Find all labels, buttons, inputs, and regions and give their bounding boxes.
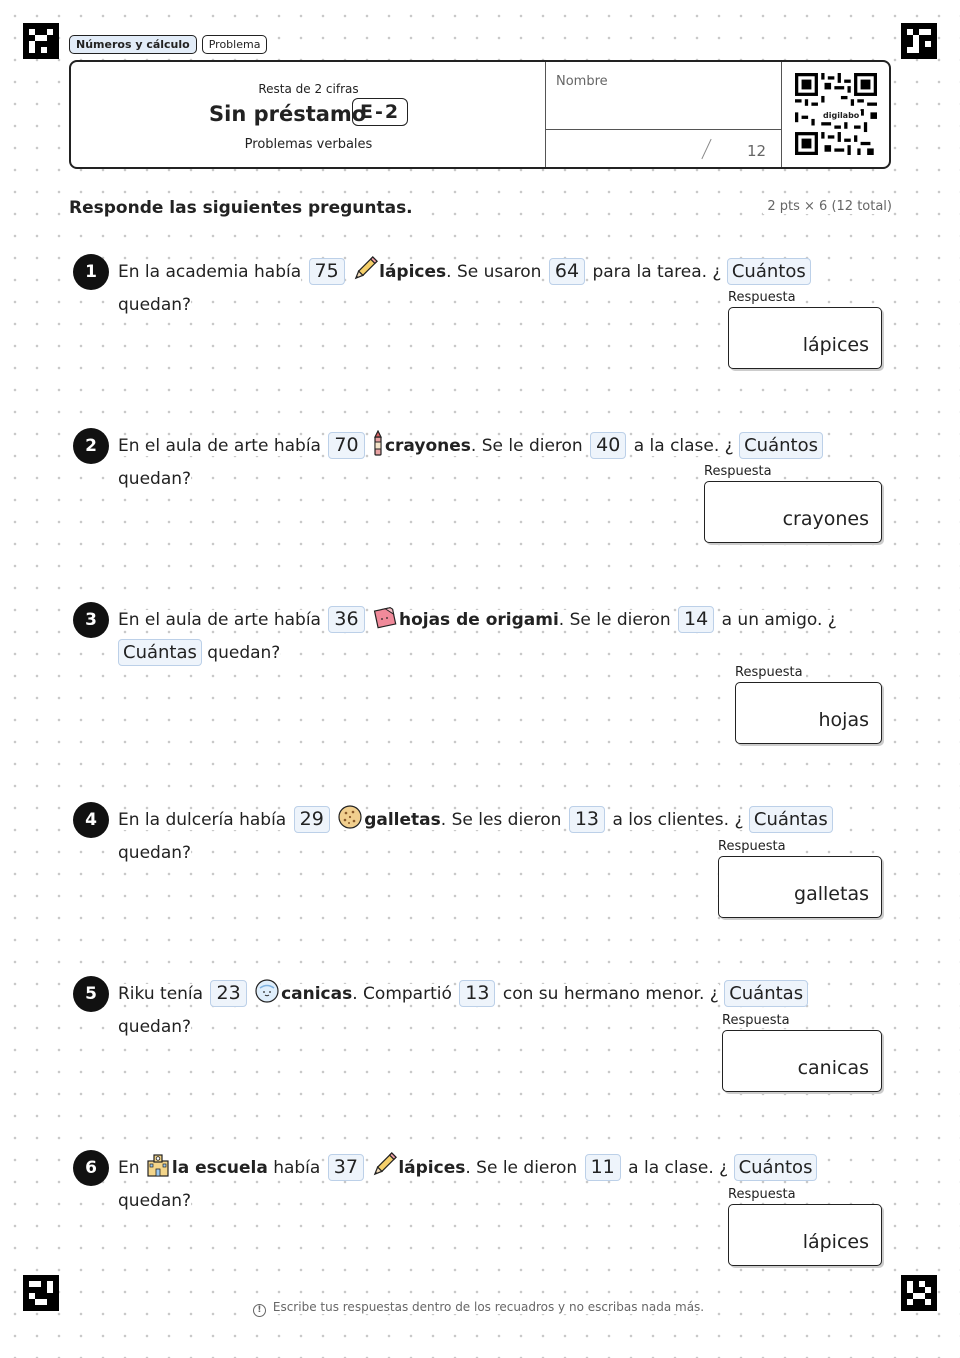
quantity-given: 40 <box>590 432 626 459</box>
answer-label: Respuesta <box>728 1187 799 1202</box>
answer-label: Respuesta <box>735 665 806 680</box>
qr-code-panel <box>782 62 889 167</box>
name-divider <box>546 129 782 130</box>
marble-icon <box>254 978 280 1004</box>
corner-marker-top-right <box>901 23 937 59</box>
quantity-given: 14 <box>678 606 714 633</box>
worksheet-code: E-2 <box>352 98 408 126</box>
answer-label: Respuesta <box>718 839 789 854</box>
problem-text: En el aula de arte había 36 hojas de origami. Se le dieron 14 a un amigo. ¿ Cuántas quedan? <box>118 604 848 670</box>
problem-number: 1 <box>73 254 109 290</box>
quantity-used: 64 <box>549 258 585 285</box>
worksheet-subtitle: Resta de 2 cifras <box>258 82 359 96</box>
answer-unit: lápices <box>802 1231 869 1253</box>
quantity-initial: 70 <box>328 432 364 459</box>
problem-text: En la dulcería había 29 galletas. Se les dieron 13 a los clientes. ¿ Cuántas quedan? <box>118 804 858 870</box>
problem-text: Riku tenía 23 canicas. Compartió 13 con su hermano menor. ¿ Cuántas quedan? <box>118 978 858 1044</box>
problem-number: 5 <box>73 976 109 1012</box>
item-name: lápices <box>398 1158 466 1178</box>
answer-unit: hojas <box>818 709 869 731</box>
qr-brand: digilabo <box>823 111 860 120</box>
corner-marker-top-left <box>23 23 59 59</box>
quantity-initial: 37 <box>328 1154 364 1181</box>
worksheet-header <box>69 60 891 169</box>
info-icon: ! <box>253 1304 266 1317</box>
answer-unit: lápices <box>802 334 869 356</box>
footer-note <box>0 1300 960 1317</box>
type-tag: Problema <box>202 35 268 54</box>
topic-tag: Números y cálculo <box>69 35 197 54</box>
quantity-initial: 36 <box>328 606 364 633</box>
answer-unit: crayones <box>782 508 869 530</box>
question-word: Cuántas <box>724 980 808 1007</box>
problem-text: En el aula de arte había 70 crayones. Se le dieron 40 a la clase. ¿ Cuántos quedan? <box>118 430 858 496</box>
score-total: 12 <box>747 142 767 160</box>
name-label: Nombre <box>556 74 608 89</box>
school-icon <box>145 1152 171 1178</box>
item-name: lápices <box>379 262 447 282</box>
problem-number: 4 <box>73 802 109 838</box>
problem-number: 6 <box>73 1150 109 1186</box>
question-word: Cuántas <box>749 806 833 833</box>
quantity-initial: 75 <box>309 258 345 285</box>
item-name: galletas <box>364 810 441 830</box>
answer-label: Respuesta <box>728 290 799 305</box>
cookie-icon <box>337 804 363 830</box>
name-score-panel <box>546 62 782 167</box>
pencil-icon <box>371 1152 397 1178</box>
answer-label: Respuesta <box>722 1013 793 1028</box>
question-word: Cuántos <box>734 1154 818 1181</box>
question-word: Cuántas <box>118 639 202 666</box>
pencil-icon <box>352 256 378 282</box>
instruction: Responde las siguientes preguntas. <box>69 198 417 218</box>
crayon-icon <box>372 430 384 456</box>
problem-number: 3 <box>73 602 109 638</box>
quantity-initial: 29 <box>294 806 330 833</box>
problem-number: 2 <box>73 428 109 464</box>
worksheet-title: Sin préstamo <box>209 102 367 126</box>
quantity-shared: 13 <box>459 980 495 1007</box>
title-panel <box>71 62 546 167</box>
score-slash <box>701 139 711 159</box>
answer-unit: galletas <box>794 883 869 905</box>
item-name: crayones <box>384 436 471 456</box>
answer-unit: canicas <box>797 1057 869 1079</box>
tag-row <box>69 35 267 54</box>
item-name: canicas <box>281 984 353 1004</box>
footer-text: Escribe tus respuestas dentro de los recuadros y no escribas nada más. <box>270 1300 707 1314</box>
quantity-given: 11 <box>585 1154 621 1181</box>
place-name: la escuela <box>171 1158 268 1178</box>
origami-paper-icon <box>372 604 398 630</box>
question-word: Cuántos <box>727 258 811 285</box>
item-name: hojas de origami <box>398 610 559 630</box>
points-info: 2 pts × 6 (12 total) <box>763 199 892 214</box>
quantity-given: 13 <box>569 806 605 833</box>
question-word: Cuántos <box>739 432 823 459</box>
worksheet-caption: Problemas verbales <box>244 137 373 152</box>
problem-text: En la academia había 75 lápices. Se usaron 64 para la tarea. ¿ Cuántos quedan? <box>118 256 858 322</box>
quantity-initial: 23 <box>210 980 246 1007</box>
answer-label: Respuesta <box>704 464 775 479</box>
problem-text: En la escuela había 37 lápices. Se le dieron 11 a la clase. ¿ Cuántos quedan? <box>118 1152 858 1218</box>
